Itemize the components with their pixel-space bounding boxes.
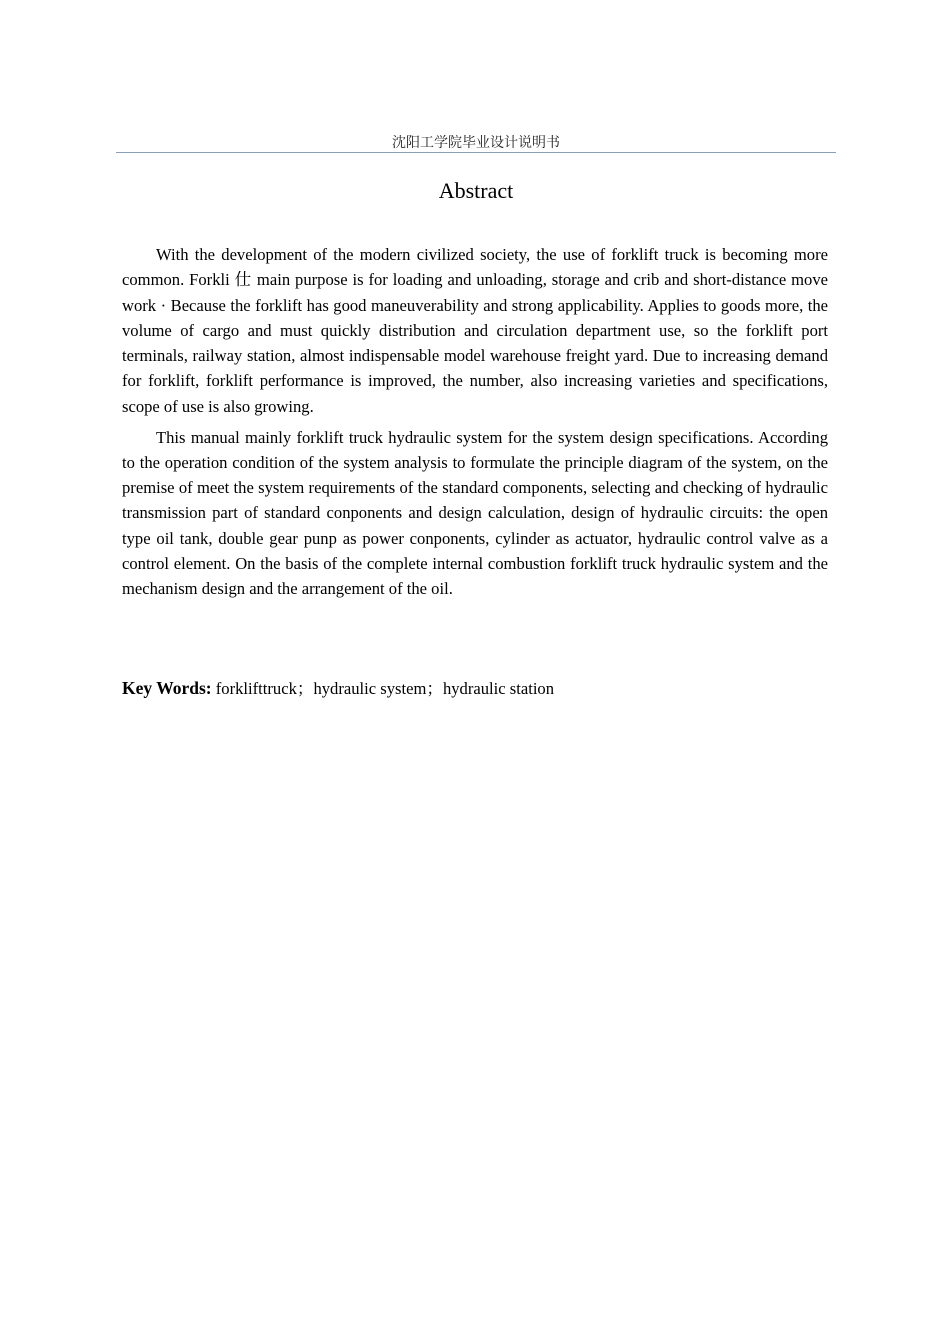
keywords-line xyxy=(122,676,828,701)
header-rule xyxy=(116,152,836,153)
abstract-heading: Abstract xyxy=(438,178,514,203)
running-header: 沈阳工学院毕业设计说明书 xyxy=(392,135,560,151)
abstract-body xyxy=(122,242,828,607)
abstract-paragraph-2: This manual mainly forklift truck hydraulic system for the system design specifications. According to the operation condition of the system analysis to formulate the principle diagram of the system, on the premise of meet the system requirements of the standard components, selecting and checking of hydraulic transmission part of standard conponents and design calculation, design of hydraulic circuits: the open type oil tank, double gear punp as power conponents, cylinder as actuator, hydraulic control valve as a control element. On the basis of the complete internal combustion forklift truck hydraulic system and the mechanism design and the arrangement of the oil. xyxy=(122,427,828,599)
abstract-paragraph-1: With the development of the modern civilized society, the use of forklift truck is becoming more common. Forkli 仕 main purpose is for loading and unloading, storage and crib and short-distance move work · Because the forklift has good maneuverability and strong applicability. Applies to goods more, the volume of cargo and must quickly distribution and circulation department use, so the forklift port terminals, railway station, almost indispensable model warehouse freight yard. Due to increasing demand for forklift, forklift performance is improved, the number, also increasing varieties and specifications, scope of use is also growing. xyxy=(122,245,828,416)
keywords-label: Key Words: xyxy=(122,678,212,698)
keywords-text: forklifttruck；hydraulic system；hydraulic station xyxy=(211,679,555,698)
